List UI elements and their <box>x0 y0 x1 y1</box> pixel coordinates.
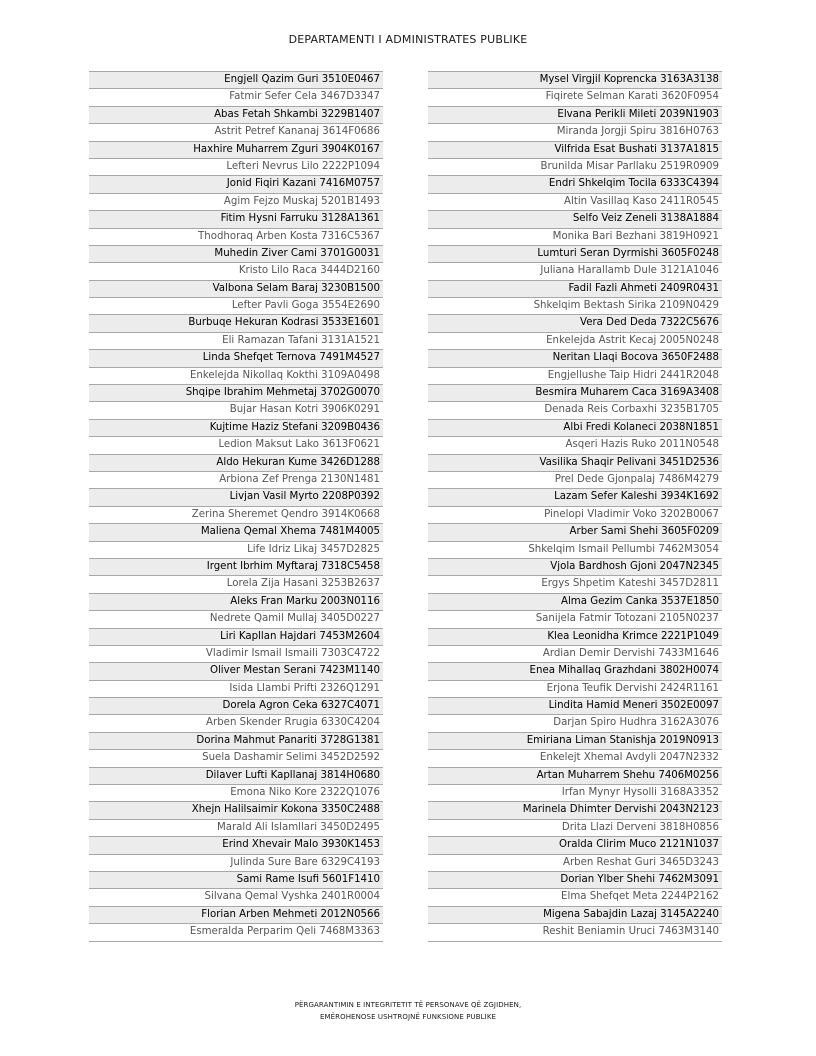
list-item: Enkelejt Xhemal Avdyli 2047N2332 <box>428 750 722 767</box>
list-item: Dorela Agron Ceka 6327C4071 <box>89 698 383 715</box>
list-item: Aldo Hekuran Kume 3426D1288 <box>89 455 383 472</box>
list-item: Fiqirete Selman Karati 3620F0954 <box>428 89 722 106</box>
list-item: Mysel Virgjil Koprencka 3163A3138 <box>428 72 722 89</box>
list-item: Arben Skender Rrugia 6330C4204 <box>89 715 383 732</box>
list-item: Haxhire Muharrem Zguri 3904K0167 <box>89 142 383 159</box>
list-item: Engjell Qazim Guri 3510E0467 <box>89 72 383 89</box>
list-item: Irfan Mynyr Hysolli 3168A3352 <box>428 785 722 802</box>
list-item: Sami Rame Isufi 5601F1410 <box>89 872 383 889</box>
list-item: Selfo Veiz Zeneli 3138A1884 <box>428 211 722 228</box>
list-item: Brunilda Misar Parllaku 2519R0909 <box>428 159 722 176</box>
list-item: Marinela Dhimter Dervishi 2043N2123 <box>428 802 722 819</box>
list-item: Elma Shefqet Meta 2244P2162 <box>428 889 722 906</box>
list-item: Ardian Demir Dervishi 7433M1646 <box>428 646 722 663</box>
page-title: DEPARTAMENTI I ADMINISTRATES PUBLIKE <box>288 33 528 46</box>
list-item: Valbona Selam Baraj 3230B1500 <box>89 281 383 298</box>
list-item: Nedrete Qamil Mullaj 3405D0227 <box>89 611 383 628</box>
list-item: Endri Shkelqim Tocila 6333C4394 <box>428 176 722 193</box>
list-item: Shqipe Ibrahim Mehmetaj 3702G0070 <box>89 385 383 402</box>
list-item: Bujar Hasan Kotri 3906K0291 <box>89 402 383 419</box>
list-item: Prel Dede Gjonpalaj 7486M4279 <box>428 472 722 489</box>
list-item: Erjona Teufik Dervishi 2424R1161 <box>428 681 722 698</box>
list-item: Monika Bari Bezhani 3819H0921 <box>428 229 722 246</box>
list-item: Isida Llambi Prifti 2326Q1291 <box>89 681 383 698</box>
list-item: Astrit Petref Kananaj 3614F0686 <box>89 124 383 141</box>
list-item: Irgent Ibrhim Myftaraj 7318C5458 <box>89 559 383 576</box>
list-item: Eli Ramazan Tafani 3131A1521 <box>89 333 383 350</box>
list-item: Alma Gezim Canka 3537E1850 <box>428 594 722 611</box>
list-item: Ergys Shpetim Kateshi 3457D2811 <box>428 576 722 593</box>
list-item: Arben Reshat Guri 3465D3243 <box>428 855 722 872</box>
list-item: Enkelejda Astrit Kecaj 2005N0248 <box>428 333 722 350</box>
list-item: Besmira Muharem Caca 3169A3408 <box>428 385 722 402</box>
list-item: Aleks Fran Marku 2003N0116 <box>89 594 383 611</box>
list-item: Drita Llazi Derveni 3818H0856 <box>428 820 722 837</box>
list-item: Kristo Lilo Raca 3444D2160 <box>89 263 383 280</box>
list-item: Neritan Llaqi Bocova 3650F2488 <box>428 350 722 367</box>
list-item: Pinelopi Vladimir Voko 3202B0067 <box>428 507 722 524</box>
list-item: Sanijela Fatmir Totozani 2105N0237 <box>428 611 722 628</box>
footer-line-2: EMËROHENOSE USHTROJNË FUNKSIONE PUBLIKE <box>319 1013 497 1021</box>
list-item: Maliena Qemal Xhema 7481M4005 <box>89 524 383 541</box>
footer-line-1: PËRGARANTIMIN E INTEGRITETIT TË PERSONAVE QË ZGJIDHEN, <box>294 1001 522 1009</box>
list-item: Lazam Sefer Kaleshi 3934K1692 <box>428 489 722 506</box>
list-item: Dilaver Lufti Kapllanaj 3814H0680 <box>89 768 383 785</box>
list-item: Arber Sami Shehi 3605F0209 <box>428 524 722 541</box>
list-item: Life Idriz Likaj 3457D2825 <box>89 542 383 559</box>
list-item: Klea Leonidha Krimce 2221P1049 <box>428 629 722 646</box>
list-item: Agim Fejzo Muskaj 5201B1493 <box>89 194 383 211</box>
list-item: Fatmir Sefer Cela 3467D3347 <box>89 89 383 106</box>
list-item: Ledion Maksut Lako 3613F0621 <box>89 437 383 454</box>
list-item: Zerina Sheremet Qendro 3914K0668 <box>89 507 383 524</box>
list-item: Erind Xhevair Malo 3930K1453 <box>89 837 383 854</box>
list-item: Lumturi Seran Dyrmishi 3605F0248 <box>428 246 722 263</box>
list-item: Muhedin Ziver Cami 3701G0031 <box>89 246 383 263</box>
list-item: Fadil Fazli Ahmeti 2409R0431 <box>428 281 722 298</box>
footer-note <box>0 999 816 1023</box>
list-item: Arbiona Zef Prenga 2130N1481 <box>89 472 383 489</box>
list-item: Julinda Sure Bare 6329C4193 <box>89 855 383 872</box>
list-item: Marald Ali Islamllari 3450D2495 <box>89 820 383 837</box>
list-item: Abas Fetah Shkambi 3229B1407 <box>89 107 383 124</box>
list-item: Shkelqim Bektash Sirika 2109N0429 <box>428 298 722 315</box>
list-item: Emona Niko Kore 2322Q1076 <box>89 785 383 802</box>
list-item: Enea Mihallaq Grazhdani 3802H0074 <box>428 663 722 680</box>
list-item: Dorina Mahmut Panariti 3728G1381 <box>89 733 383 750</box>
list-item: Oralda Clirim Muco 2121N1037 <box>428 837 722 854</box>
list-item: Esmeralda Perparim Qeli 7468M3363 <box>89 924 383 941</box>
list-item: Dorian Ylber Shehi 7462M3091 <box>428 872 722 889</box>
list-item: Jonid Fiqiri Kazani 7416M0757 <box>89 176 383 193</box>
list-item: Liri Kapllan Hajdari 7453M2604 <box>89 629 383 646</box>
list-item: Kujtime Haziz Stefani 3209B0436 <box>89 420 383 437</box>
list-item: Vera Ded Deda 7322C5676 <box>428 315 722 332</box>
list-item: Shkelqim Ismail Pellumbi 7462M3054 <box>428 542 722 559</box>
list-item: Altin Vasillaq Kaso 2411R0545 <box>428 194 722 211</box>
list-item: Xhejn Halilsaimir Kokona 3350C2488 <box>89 802 383 819</box>
list-item: Linda Shefqet Ternova 7491M4527 <box>89 350 383 367</box>
list-item: Albi Fredi Kolaneci 2038N1851 <box>428 420 722 437</box>
list-item: Silvana Qemal Vyshka 2401R0004 <box>89 889 383 906</box>
list-item: Burbuqe Hekuran Kodrasi 3533E1601 <box>89 315 383 332</box>
list-item: Lindita Hamid Meneri 3502E0097 <box>428 698 722 715</box>
list-item: Elvana Perikli Mileti 2039N1903 <box>428 107 722 124</box>
list-item: Denada Reis Corbaxhi 3235B1705 <box>428 402 722 419</box>
list-item: Juliana Harallamb Dule 3121A1046 <box>428 263 722 280</box>
list-item: Engjellushe Taip Hidri 2441R2048 <box>428 368 722 385</box>
list-item: Darjan Spiro Hudhra 3162A3076 <box>428 715 722 732</box>
list-item: Vladimir Ismail Ismaili 7303C4722 <box>89 646 383 663</box>
list-item: Vilfrida Esat Bushati 3137A1815 <box>428 142 722 159</box>
list-item: Lorela Zija Hasani 3253B2637 <box>89 576 383 593</box>
right-name-list <box>428 71 722 942</box>
list-item: Lefteri Nevrus Lilo 2222P1094 <box>89 159 383 176</box>
list-item: Reshit Beniamin Uruci 7463M3140 <box>428 924 722 941</box>
list-item: Migena Sabajdin Lazaj 3145A2240 <box>428 907 722 924</box>
list-item: Miranda Jorgji Spiru 3816H0763 <box>428 124 722 141</box>
list-item: Asqeri Hazis Ruko 2011N0548 <box>428 437 722 454</box>
list-item: Enkelejda Nikollaq Kokthi 3109A0498 <box>89 368 383 385</box>
list-item: Livjan Vasil Myrto 2208P0392 <box>89 489 383 506</box>
list-item: Oliver Mestan Serani 7423M1140 <box>89 663 383 680</box>
list-item: Vjola Bardhosh Gjoni 2047N2345 <box>428 559 722 576</box>
list-item: Emiriana Liman Stanishja 2019N0913 <box>428 733 722 750</box>
list-item: Fitim Hysni Farruku 3128A1361 <box>89 211 383 228</box>
list-item: Suela Dashamir Selimi 3452D2592 <box>89 750 383 767</box>
left-name-list <box>89 71 383 942</box>
list-item: Thodhoraq Arben Kosta 7316C5367 <box>89 229 383 246</box>
list-item: Vasilika Shaqir Pelivani 3451D2536 <box>428 455 722 472</box>
list-item: Florian Arben Mehmeti 2012N0566 <box>89 907 383 924</box>
list-item: Lefter Pavli Goga 3554E2690 <box>89 298 383 315</box>
list-item: Artan Muharrem Shehu 7406M0256 <box>428 768 722 785</box>
